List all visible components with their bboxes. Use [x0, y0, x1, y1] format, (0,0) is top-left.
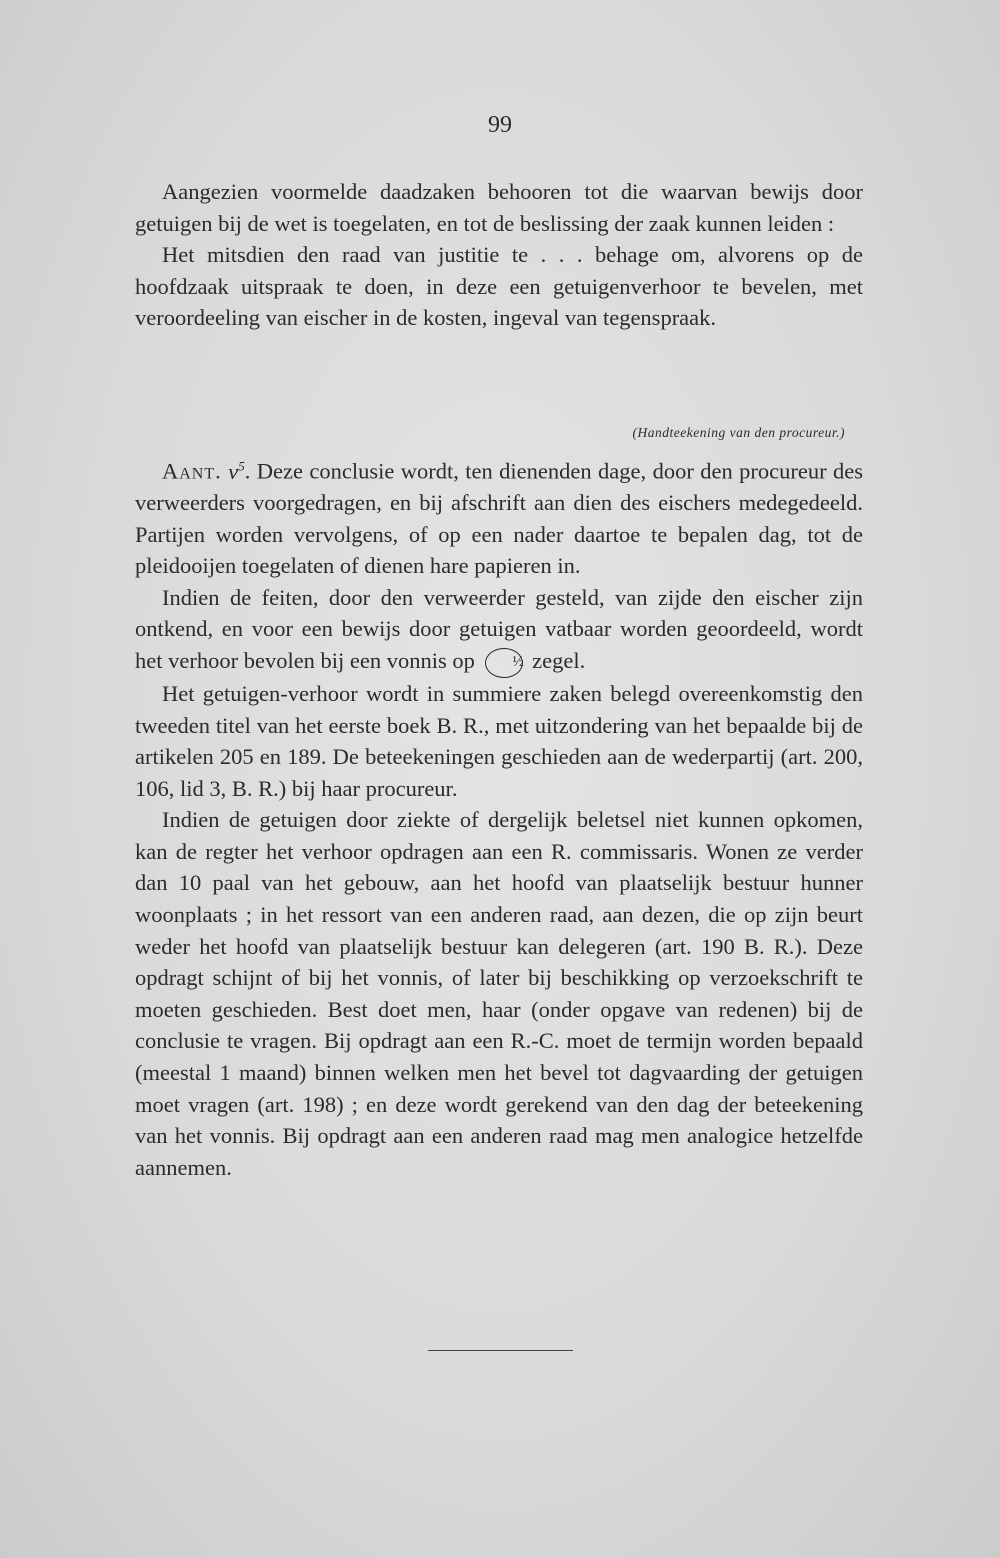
- paragraph-indien-getuigen: Indien de getuigen door ziekte of dergelijk beletsel niet kunnen opkomen, kan de regter het verhoor opdragen aan een R. commissaris. Wonen ze verder dan 10 paal van het gebouw, aan het hoofd van plaatselijk bestuur hunner woonplaats ; in het ressort van een anderen raad, aan dezen, die op zijn beurt weder het hoofd van plaatselijk bestuur kan delegeren (art. 190 B. R.). Deze opdragt schijnt of bij het vonnis, of later bij beschikking op verzoekschrift te moeten geschieden. Best doet men, haar (onder opgave van redenen) bij de conclusie te vragen. Bij opdragt aan een R.-C. moet de termijn worden bepaald (meestal 1 maand) binnen welken men het bevel tot dagvaarding der getuigen moet vragen (art. 198) ; en deze wordt gerekend van den dag der beteekening van het vonnis. Bij opdragt aan een anderen raad mag men analogice hetzelfde aannemen.: [135, 807, 863, 1180]
- text-block-aant: [135, 450, 863, 1183]
- paragraph-aangezien: Aangezien voormelde daadzaken behooren tot die waarvan bewijs door getuigen bij de wet is toegelaten, en tot de beslissing der zaak kunnen leiden :: [135, 179, 863, 236]
- text-block-top: [135, 176, 863, 334]
- aant-text: . Deze conclusie wordt, ten dienenden dage, door den procureur des verweerders voorgedragen, en bij afschrift aan dien des eischers medegedeeld. Partijen worden vervolgens, of op een nader daartoe te bepalen dag, tot de pleidooijen toegelaten of dienen hare papieren in.: [135, 458, 864, 579]
- page-number: 99: [488, 112, 512, 138]
- signature-note: (Handteekening van den procureur.): [632, 425, 845, 440]
- closing-rule: [428, 1350, 573, 1351]
- aant-ref: $v^5$: [228, 458, 245, 484]
- half-stamp-icon: ½: [485, 648, 523, 678]
- paragraph-aant: [135, 450, 863, 582]
- paragraph-het-mitsdien: Het mitsdien den raad van justitie te . . . behage om, alvorens op de hoofdzaak uitspraak te doen, in deze een getuigenverhoor te bevelen, met veroordeeling van eischer in de kosten, ingeval van tegenspraak.: [135, 242, 863, 331]
- paragraph-indien-feiten: Indien de feiten, door den verweerder gesteld, van zijde den eischer zijn ontkend, en voor een bewijs door getuigen vatbaar worden geoordeeld, wordt het verhoor bevolen bij een vonnis op ½ zegel.: [135, 582, 863, 678]
- paragraph-getuigen-verhoor: Het getuigen-verhoor wordt in summiere zaken belegd overeenkomstig den tweeden titel van het eerste boek B. R., met uitzondering van het bepaalde bij de artikelen 205 en 189. De beteekeningen geschieden aan de wederpartij (art. 200, 106, lid 3, B. R.) bij haar procureur.: [135, 680, 863, 801]
- aant-label: Aant.: [162, 458, 222, 484]
